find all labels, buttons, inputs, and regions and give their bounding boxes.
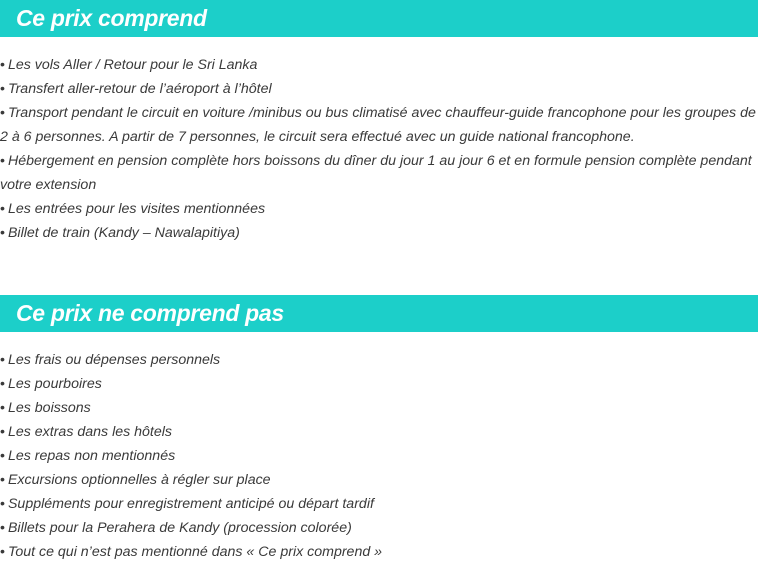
- bullet-icon: •: [0, 105, 5, 121]
- list-item-text: Billet de train (Kandy – Nawalapitiya): [7, 225, 240, 241]
- bullet-icon: •: [0, 424, 5, 440]
- list-item-text: Transport pendant le circuit en voiture /minibus ou bus climatisé avec chauffeur-guide francophone pour les groupes de 2 à 6 personnes. A partir de 7 personnes, le circuit sera effectué avec un guide national francophone.: [0, 105, 756, 145]
- list-item: [0, 348, 758, 372]
- list-item: [0, 540, 758, 564]
- list-item: [0, 468, 758, 492]
- bullet-icon: •: [0, 400, 5, 416]
- list-item: [0, 420, 758, 444]
- bullet-icon: •: [0, 57, 5, 73]
- list-item: [0, 372, 758, 396]
- bullet-icon: •: [0, 376, 5, 392]
- bullet-icon: •: [0, 448, 5, 464]
- list-item: [0, 53, 758, 77]
- list-item-text: Les vols Aller / Retour pour le Sri Lanka: [7, 57, 258, 73]
- list-item: [0, 197, 758, 221]
- bullet-icon: •: [0, 544, 5, 560]
- list-item-text: Hébergement en pension complète hors boissons du dîner du jour 1 au jour 6 et en formule pension complète pendant votre extension: [0, 153, 752, 193]
- excluded-list: [0, 348, 758, 564]
- list-item-text: Suppléments pour enregistrement anticipé ou départ tardif: [7, 496, 374, 512]
- included-list: [0, 53, 758, 245]
- list-item: [0, 149, 758, 197]
- bullet-icon: •: [0, 81, 5, 97]
- list-item-text: Transfert aller-retour de l’aéroport à l’hôtel: [7, 81, 272, 97]
- list-item-text: Les frais ou dépenses personnels: [7, 352, 221, 368]
- excluded-title: Ce prix ne comprend pas: [16, 300, 284, 326]
- list-item-text: Tout ce qui n’est pas mentionné dans « Ce prix comprend »: [7, 544, 383, 560]
- bullet-icon: •: [0, 352, 5, 368]
- included-title: Ce prix comprend: [16, 5, 207, 31]
- list-item-text: Les extras dans les hôtels: [7, 424, 173, 440]
- excluded-section: [0, 295, 758, 564]
- bullet-icon: •: [0, 153, 5, 169]
- list-item: [0, 492, 758, 516]
- list-item: [0, 396, 758, 420]
- list-item: [0, 444, 758, 468]
- list-item-text: Billets pour la Perahera de Kandy (procession colorée): [7, 520, 352, 536]
- list-item-text: Les repas non mentionnés: [7, 448, 176, 464]
- bullet-icon: •: [0, 225, 5, 241]
- list-item-text: Les entrées pour les visites mentionnées: [7, 201, 266, 217]
- list-item: [0, 77, 758, 101]
- list-item: [0, 516, 758, 540]
- list-item: [0, 101, 758, 149]
- list-item: [0, 221, 758, 245]
- list-item-text: Les pourboires: [7, 376, 102, 392]
- list-item-text: Les boissons: [7, 400, 91, 416]
- bullet-icon: •: [0, 496, 5, 512]
- bullet-icon: •: [0, 520, 5, 536]
- list-item-text: Excursions optionnelles à régler sur place: [7, 472, 271, 488]
- included-header: [0, 0, 758, 37]
- bullet-icon: •: [0, 201, 5, 217]
- bullet-icon: •: [0, 472, 5, 488]
- included-section: [0, 0, 758, 245]
- excluded-header: [0, 295, 758, 332]
